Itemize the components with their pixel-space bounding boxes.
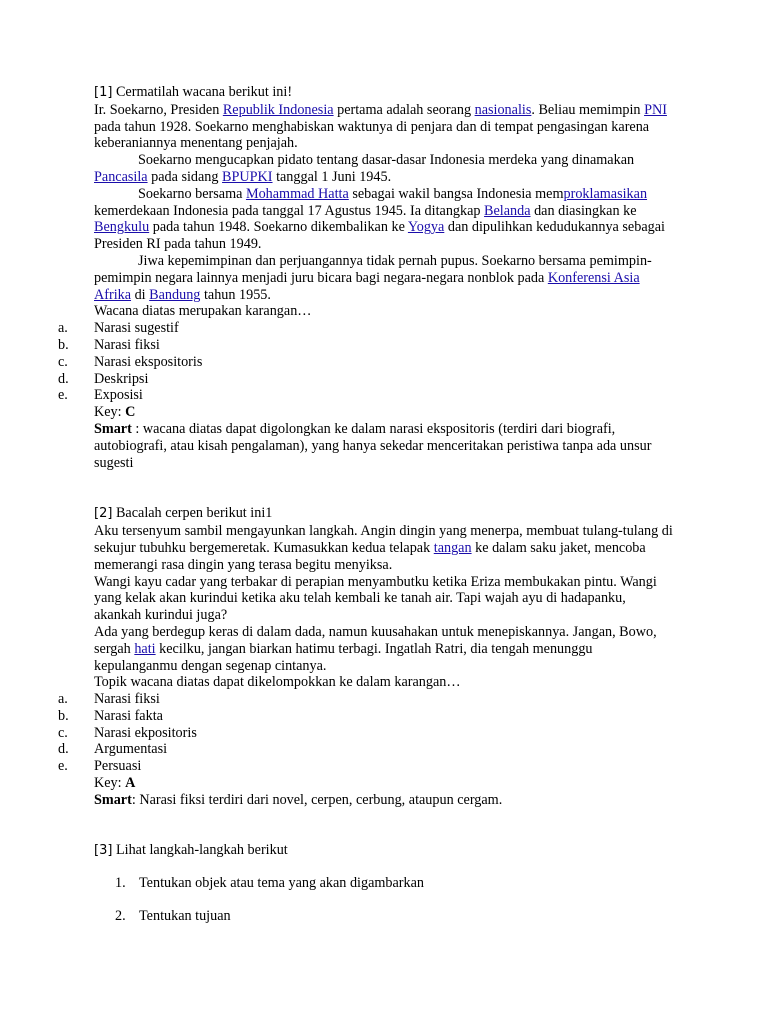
q1-smart: [94, 421, 676, 471]
text-span: . Beliau memimpin: [531, 101, 645, 118]
q2-question: Topik wacana diatas dapat dikelompokkan ke dalam karangan…: [94, 674, 461, 691]
text-span: dan dipulihkan kedudukannya sebagai Presiden RI pada tahun 1949.: [94, 219, 665, 253]
option-letter: c.: [58, 353, 68, 370]
link-nasionalis[interactable]: nasionalis: [474, 101, 532, 118]
spacer: [94, 892, 676, 908]
q1-paragraph-4: [94, 253, 676, 303]
spacer: [94, 809, 676, 842]
q1-option-a: [58, 320, 676, 337]
link-belanda[interactable]: Belanda: [484, 202, 531, 219]
option-text: Narasi fiksi: [94, 336, 160, 353]
q2-option-b: [58, 707, 676, 725]
q2-paragraph-1: [94, 523, 676, 573]
step-number: 2.: [115, 908, 126, 925]
q3-header: [94, 842, 676, 860]
text-span: dan diasingkan ke: [530, 202, 637, 219]
q2-instruction: Bacalah cerpen berikut ini1: [115, 505, 273, 522]
q1-option-b: [58, 336, 676, 354]
link-mohammad-hatta[interactable]: Mohammad Hatta: [245, 185, 349, 202]
q3-number: [3]: [94, 842, 113, 858]
q1-paragraph-3: [94, 186, 676, 253]
option-text: Narasi fakta: [94, 707, 163, 724]
option-text: Narasi sugestif: [94, 320, 179, 337]
link-bandung[interactable]: Bandung: [149, 286, 201, 303]
q1-paragraph-1: [94, 102, 676, 152]
q2-option-d: [58, 741, 676, 758]
option-letter: b.: [58, 707, 69, 724]
q2-paragraph-3: [94, 624, 676, 674]
link-tangan[interactable]: tangan: [433, 539, 472, 556]
option-letter: c.: [58, 724, 68, 741]
text-span: Soekarno mengucapkan pidato tentang dasar-dasar Indonesia merdeka yang dinamakan: [138, 152, 635, 169]
q1-question: Wacana diatas merupakan karangan…: [94, 303, 312, 320]
text-span: Soekarno bersama: [138, 185, 246, 202]
option-letter: e.: [58, 758, 68, 775]
q3-step-1: [115, 875, 676, 892]
option-letter: a.: [58, 320, 68, 337]
option-text: Exposisi: [94, 387, 143, 404]
option-text: Narasi fiksi: [94, 691, 160, 708]
text-span: kemerdekaan Indonesia pada tanggal 17 Agustus 1945. Ia ditangkap: [94, 202, 485, 219]
q1-option-d: [58, 370, 676, 388]
smart-text: : wacana diatas dapat digolongkan ke dalam narasi ekspositoris (terdiri dari biografi, autobiografi, atau kisah pengalaman), yang hanya sekedar menceritakan peristiwa tanpa ada unsur sugesti: [94, 420, 652, 471]
spacer: [94, 859, 676, 875]
q1-paragraph-2: [94, 152, 676, 186]
text-span: sebagai wakil bangsa Indonesia mem: [348, 185, 564, 202]
text-span: pada tahun 1928. Soekarno menghabiskan waktunya di penjara dan di tempat pengasingan karena keberaniannya menentang penjajah.: [94, 118, 650, 152]
q2-option-e: [58, 758, 676, 775]
text-span: pada sidang: [147, 168, 223, 185]
step-text: Tentukan objek atau tema yang akan digambarkan: [139, 875, 425, 892]
link-bpupki[interactable]: BPUPKI: [222, 168, 273, 185]
option-letter: d.: [58, 741, 69, 758]
link-yogya[interactable]: Yogya: [407, 219, 445, 236]
text-span: tanggal 1 Juni 1945.: [272, 168, 392, 185]
link-hati[interactable]: hati: [134, 640, 156, 657]
option-text: Deskripsi: [94, 370, 149, 387]
q2-smart: [94, 792, 676, 809]
smart-text: : Narasi fiksi terdiri dari novel, cerpen, cerbung, ataupun cergam.: [131, 791, 503, 808]
text-span: pada tahun 1948. Soekarno dikembalikan ke: [149, 219, 408, 236]
smart-label: Smart: [94, 791, 132, 808]
q1-option-c: [58, 353, 676, 371]
option-letter: b.: [58, 336, 69, 353]
link-republik-indonesia[interactable]: Republik Indonesia: [222, 101, 334, 118]
q2-paragraph-2: Wangi kayu cadar yang terbakar di perapian menyambutku ketika Eriza membukakan pintu. Wangi yang kelak akan kurindui ketika aku telah kembali ke tanah air. Tapi wajah ayu di hadapanku, akankah kurindui juga?: [94, 573, 657, 624]
option-text: Argumentasi: [94, 741, 168, 758]
key-label: Key:: [94, 775, 126, 792]
q3-instruction: Lihat langkah-langkah berikut: [115, 841, 288, 858]
option-letter: d.: [58, 370, 69, 387]
text-span: Jiwa kepemimpinan dan perjuangannya tidak pernah pupus. Soekarno bersama pemimpin-pemimpin negara lainnya menjadi juru bicara bagi negara-negara nonblok pada: [94, 252, 652, 286]
q1-number: [1]: [94, 85, 113, 100]
text-span: di: [131, 286, 150, 303]
key-value: C: [125, 404, 136, 421]
document-page: [58, 84, 676, 925]
q1-option-e: [58, 387, 676, 404]
option-text: Narasi ekpositoris: [94, 724, 197, 741]
q1-key: [94, 404, 676, 421]
link-bengkulu[interactable]: Bengkulu: [94, 219, 150, 236]
text-span: kecilku, jangan biarkan hatimu terbagi. Ingatlah Ratri, dia tengah menunggu kepulanganmu dengan segenap cintanya.: [94, 640, 593, 674]
key-value: A: [125, 775, 136, 792]
text-span: Ada yang berdegup keras di dalam dada, namun kuusahakan untuk menepiskannya. Jangan, Bowo, sergah: [94, 623, 657, 657]
text-span: tahun 1955.: [200, 286, 271, 303]
q1-header: [94, 84, 676, 102]
spacer: [94, 471, 676, 505]
text-span: Aku tersenyum sambil mengayunkan langkah. Angin dingin yang menerpa, membuat tulang-tulang di sekujur tubuhku bergemeretak. Kumasukkan kedua telapak: [94, 523, 673, 556]
text-span: pertama adalah seorang: [333, 101, 475, 118]
q2-option-c: [58, 724, 676, 742]
q3-step-2: [115, 908, 676, 925]
smart-label: Smart: [94, 420, 132, 437]
q2-header: [94, 505, 676, 523]
option-letter: a.: [58, 691, 68, 708]
text-span: ke dalam saku jaket, mencoba memerangi rasa dingin yang terasa begitu menyiksa.: [94, 539, 646, 573]
link-pni[interactable]: PNI: [644, 101, 667, 118]
option-text: Narasi ekspositoris: [94, 353, 203, 370]
option-text: Persuasi: [94, 758, 142, 775]
link-konferensi-asia-afrika[interactable]: Konferensi Asia Afrika: [94, 269, 640, 303]
key-label: Key:: [94, 404, 126, 421]
text-span: Ir. Soekarno, Presiden: [94, 101, 223, 118]
q1-instruction: Cermatilah wacana berikut ini!: [115, 84, 293, 100]
step-number: 1.: [115, 875, 126, 892]
option-letter: e.: [58, 387, 68, 404]
link-pancasila[interactable]: Pancasila: [94, 168, 148, 185]
link-proklamasikan[interactable]: proklamasikan: [563, 185, 648, 202]
q2-option-a: [58, 691, 676, 708]
step-text: Tentukan tujuan: [139, 908, 231, 925]
q2-number: [2]: [94, 506, 113, 522]
q2-key: [94, 775, 676, 792]
